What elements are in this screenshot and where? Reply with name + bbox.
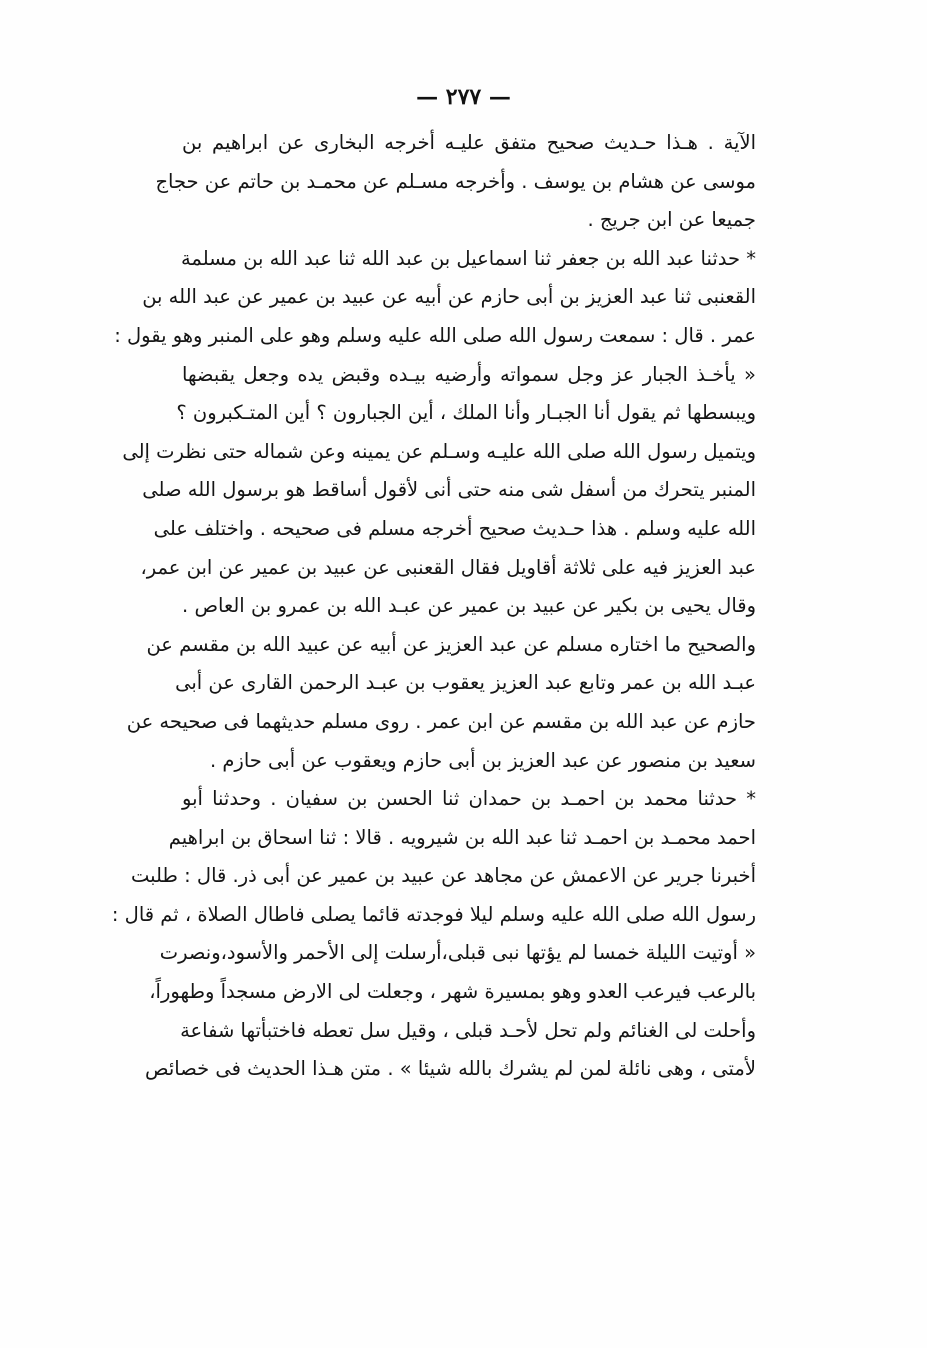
text-line: جميعا عن ابن جريج . xyxy=(587,208,756,232)
text-line: * حدثنا محمد بن احمـد بن حمدان ثنا الحسن بن سفيان . وحدثنا أبو xyxy=(182,787,756,811)
text-line: المنبر يتحرك من أسفل شى منه حتى أنى لأقول أساقط هو برسول الله صلى xyxy=(142,478,756,502)
text-line: حازم عن عبد الله بن مقسم عن ابن عمر . روى مسلم حديثهما فى صحيحه عن xyxy=(126,709,756,733)
text-line: « يأخـذ الجبار عز وجل سمواته وأرضيه بيـده وقبض يده وجعل يقبضها xyxy=(182,362,756,386)
text-line: عمر . قال : سمعت رسول الله صلى الله عليه وسلم وهو على المنبر وهو يقول : xyxy=(114,323,756,347)
body-text xyxy=(111,124,756,1089)
text-line: بالرعب فيرعب العدو وهو بمسيرة شهر ، وجعلت لى الارض مسجداً وطهوراً، xyxy=(149,980,756,1004)
text-line: أخبرنا جرير عن الاعمش عن مجاهد عن عبيد بن عمير عن أبى ذر. قال : طلبت xyxy=(130,864,756,888)
text-line: ويتميل رسول الله صلى الله عليـه وسـلم عن يمينه وعن شماله حتى نظرت إلى xyxy=(122,439,756,463)
text-line: سعيد بن منصور عن عبد العزيز بن أبى حازم ويعقوب عن أبى حازم . xyxy=(209,748,756,772)
text-line: « أوتيت الليلة خمسا لم يؤتها نبى قبلى،أرسلت إلى الأحمر والأسود،ونصرت xyxy=(159,941,756,965)
text-line: عبد العزيز فيه على ثلاثة أقاويل فقال القعنبى عن عبيد بن عمير عن ابن عمر، xyxy=(140,555,756,579)
text-line: عبـد الله بن عمر وتابع عبد العزيز يعقوب بن عبـد الرحمن القارى عن أبى xyxy=(175,671,756,695)
text-line: احمد محمـد بن احمـد ثنا عبد الله بن شيرويه . قالا : ثنا اسحاق بن ابراهيم xyxy=(168,825,756,849)
text-line: وقال يحيى بن بكير عن عبيد بن عمير عن عبـد الله بن عمرو بن العاص . xyxy=(182,594,756,618)
text-line: القعنبى ثنا عبد العزيز بن أبى حازم عن أبيه عن عبيد بن عمير عن عبد الله بن xyxy=(142,285,756,309)
page-number: — ٢٧٧ — xyxy=(416,84,511,110)
text-line: موسى عن هشام بن يوسف . وأخرجه مسـلم عن محمـد بن حاتم عن حجاج xyxy=(155,169,756,193)
text-line: الله عليه وسلم . هذا حـديث صحيح أخرجه مسلم فى صحيحه . واختلف على xyxy=(153,516,756,540)
text-line: الآية . هـذا حـديث صحيح متفق عليـه أخرجه البخارى عن ابراهيم بن xyxy=(182,131,756,154)
text-line: ويبسطها ثم يقول أنا الجبـار وأنا الملك ، أين الجبارون ؟ أين المتـكبرون ؟ xyxy=(176,401,756,425)
text-line: * حدثنا عبد الله بن جعفر ثنا اسماعيل بن عبد الله ثنا عبد الله بن مسلمة xyxy=(180,246,756,270)
text-line: وأحلت لى الغنائم ولم تحل لأحـد قبلى ، وقيل سل تعطه فاختبأتها شفاعة xyxy=(180,1018,756,1042)
text-line: رسول الله صلى الله عليه وسلم ليلا فوجدته قائما يصلى فاطال الصلاة ، ثم قال : xyxy=(111,902,756,926)
text-line: والصحيح ما اختاره مسلم عن عبد العزيز عن أبيه عن عبيد الله بن مقسم عن xyxy=(146,632,756,656)
text-line: لأمتى ، وهى نائلة لمن لم يشرك بالله شيئا » . متن هـذا الحديث فى خصائص xyxy=(144,1057,756,1081)
